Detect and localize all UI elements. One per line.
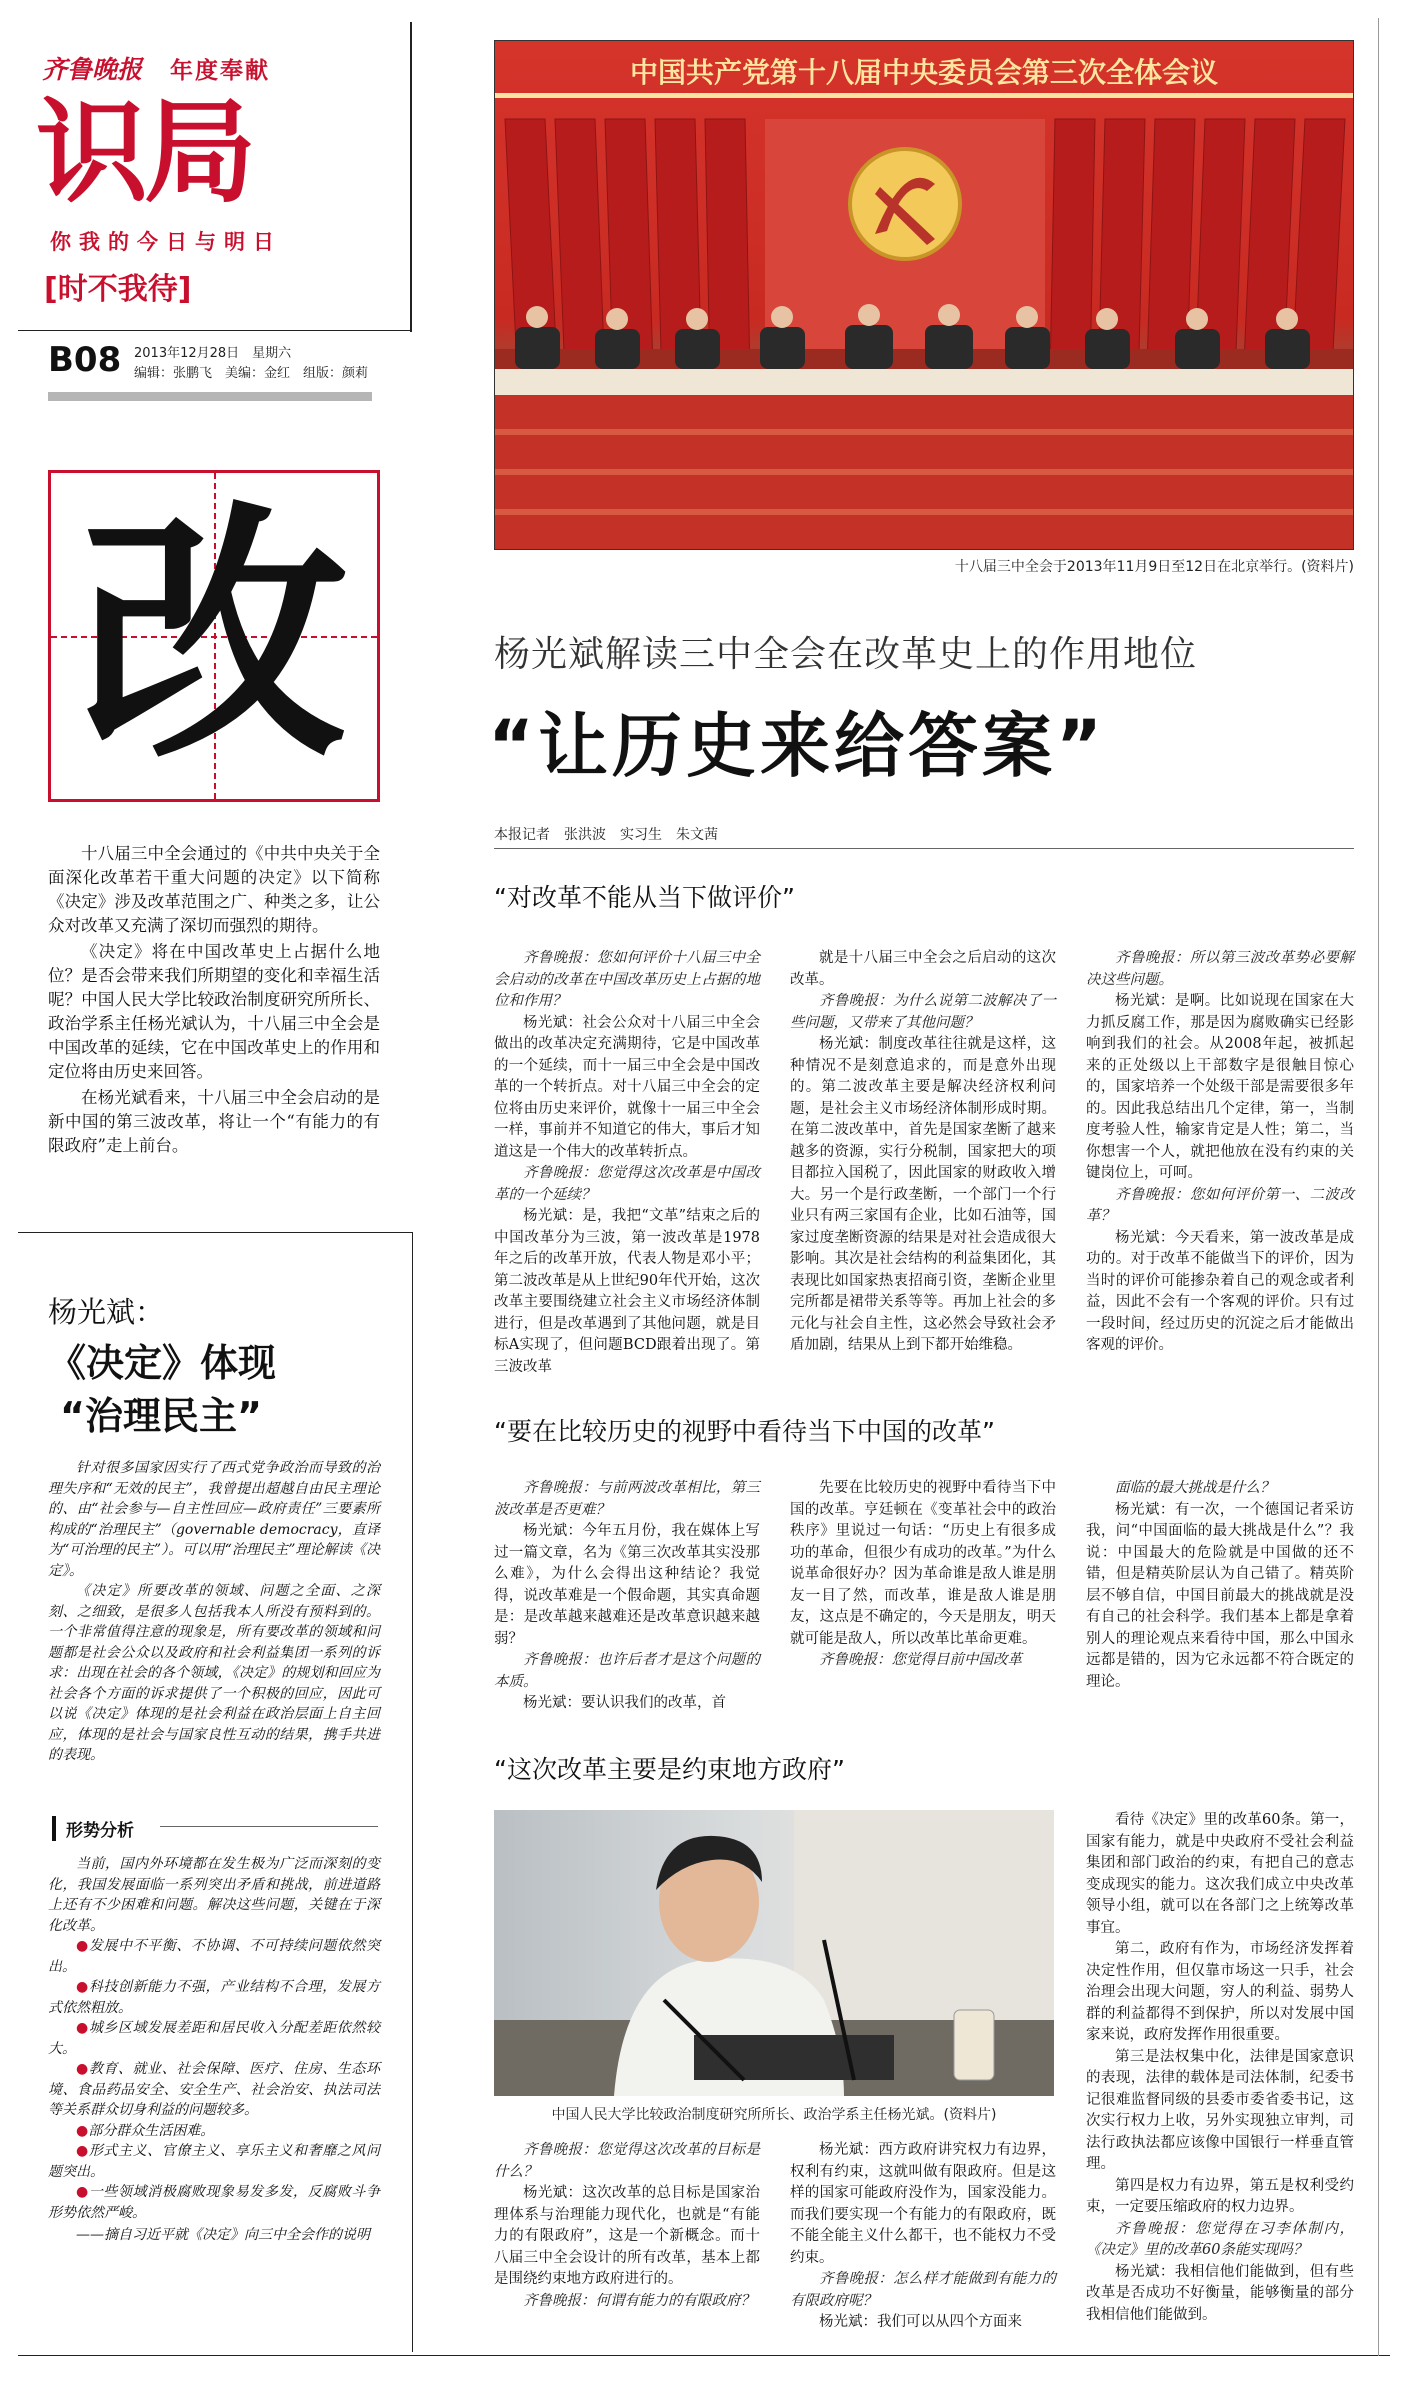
question-para: 齐鲁晚报：您觉得目前中国改革 — [819, 1652, 1022, 1668]
sidebar-title-1: 《决定》体现 — [48, 1341, 277, 1385]
intro-para: 在杨光斌看来，十八届三中全会启动的是新中国的第三波改革，将让一个“有能力的有限政府”走上前台。 — [48, 1088, 380, 1155]
question-para: 齐鲁晚报：您如何评价十八届三中全会启动的改革在中国改革历史上占据的地位和作用？ — [494, 950, 760, 1009]
question-para: 齐鲁晚报：您觉得这次改革是中国改革的一个延续？ — [494, 1165, 760, 1203]
page-number: B08 — [48, 340, 122, 380]
section-title: 识局 — [36, 88, 252, 218]
section-2-col-2 — [790, 1478, 1056, 1672]
answer-para: 杨光斌：今年五月份，我在媒体上写过一篇文章，名为《第三次改革其实没那么难》，为什么会得出这种结论？我觉得，说改革难是一个假命题，其实真命题是：是改革越来越难还是改革意识越来越弱？ — [494, 1523, 760, 1647]
bullet-icon: ● — [76, 2061, 89, 2077]
answer-para: 第四是权力有边界，第五是权利受约束，一定要压缩政府的权力边界。 — [1086, 2177, 1354, 2215]
plenum-scene — [495, 99, 1354, 550]
masthead — [30, 40, 410, 320]
sidebar-title-2: “治理民主” — [60, 1394, 262, 1438]
character-grid — [48, 470, 380, 802]
situation-item: ●教育、就业、社会保障、医疗、住房、生态环境、食品药品安全、安全生产、社会治安、执法司法等关系群众切身利益的问题较多。 — [48, 2061, 381, 2118]
section-1-col-2 — [790, 948, 1056, 1357]
situation-item: ●一些领域消极腐败现象易发多发，反腐败斗争形势依然严峻。 — [48, 2184, 381, 2221]
situation-item: ●城乡区域发展差距和居民收入分配差距依然较大。 — [48, 2020, 381, 2057]
question-para: 齐鲁晚报：所以第三波改革势必要解决这些问题。 — [1086, 950, 1354, 988]
section-2-col-1 — [494, 1478, 760, 1715]
answer-para: 杨光斌：要认识我们的改革，首 — [523, 1695, 726, 1711]
answer-para: 杨光斌：西方政府讲究权力有边界，权利有约束，这就叫做有限政府。但是这样的国家可能政府没作为，国家没能力。而我们要实现一个有能力的有限政府，既不能全能主义什么都干，也不能权力不受约束。 — [790, 2142, 1056, 2266]
answer-para: 杨光斌：是，我把“文革”结束之后的中国改革分为三波，第一波改革是1978年之后的改革开放，代表人物是邓小平；第二波改革是从上世纪90年代开始，这次改革主要围绕建立社会主义市场经济体制进行，但是改革遇到了其他问题，就是目标A实现了，但问题BCD跟着出现了。第三波改革 — [494, 1208, 760, 1375]
situation-source: ——摘自习近平就《决定》向三中全会作的说明 — [76, 2227, 370, 2243]
scholar-scene — [494, 1810, 1054, 2096]
plenum-banner: 中国共产党第十八届中央委员会第三次全体会议 — [629, 56, 1218, 89]
question-para: 齐鲁晚报：您如何评价第一、二波改革？ — [1086, 1186, 1354, 1224]
bullet-icon: ● — [76, 2122, 89, 2139]
situation-item: ●发展中不平衡、不协调、不可持续问题依然突出。 — [48, 1938, 381, 1975]
situation-list — [48, 1936, 380, 2223]
section-2-col-3 — [1086, 1478, 1354, 1693]
answer-para: 杨光斌：制度改革往往就是这样，这种情况不是刻意追求的，而是意外出现的。第二波改革主要是解决经济权利问题，是社会主义市场经济体制形成时期。在第二波改革中，首先是国家垄断了越来越多的资源，实行分税制，国家把大的项目都拉入国税了，因此国家的财政收入增大。另一个是行政垄断，一个部门一个行业只有两三家国有企业，比如石油等，国家过度垄断资源的结果是对社会造成很大影响。其次是社会结构的利益集团化，其表现比如国家热衷招商引资，垄断企业里完所都是裙带关系等等。再加上社会的多元化与社会自主性，这必然会导致社会矛盾加剧，结果从上到下都开始维稳。 — [790, 1036, 1056, 1353]
page-right-rule — [1378, 18, 1379, 2356]
answer-para: 杨光斌：社会公众对十八届三中全会做出的改革决定充满期待，它是中国改革的一个延续，而十一届三中全会是中国改革的一个转折点。对十八届三中全会的定位将由历史来评价，就像十一届三中全会一样，事前并不知道它的伟大，事后才知道这是一个伟大的改革转折点。 — [494, 1014, 760, 1160]
situation-item: ●部分群众生活困难。 — [76, 2122, 215, 2139]
answer-para: 杨光斌：今天看来，第一波改革是成功的。对于改革不能做当下的评价，因为当时的评价可能掺杂着自己的观念或者利益，因此不会有一个客观的评价。只有过一段时间，经过历史的沉淀之后才能做出客观的评价。 — [1086, 1229, 1354, 1353]
headline-main: “让历史来给答案” — [488, 705, 1107, 787]
sidebar-para: 针对很多国家因实行了西式党争政治而导致的治理失序和“无效的民主”，我曾提出超越自由民主理论的、由“社会参与—自主性回应—政府责任”三要素所构成的“治理民主”（governable democracy，直译为“可治理的民主”）。可以用“治理民主”理论解读《决定》。 — [48, 1460, 380, 1579]
section-1-col-1 — [494, 948, 760, 1378]
question-para: 齐鲁晚报：与前两波改革相比，第三波改革是否更难？ — [494, 1480, 760, 1518]
page-info — [48, 340, 408, 392]
big-character: 改 — [79, 477, 349, 795]
bullet-icon: ● — [76, 1938, 89, 1954]
intro-para: 十八届三中全会通过的《中共中央关于全面深化改革若干重大问题的决定》以下简称《决定》涉及改革范围之广、种类之多，让公众对改革又充满了深切而强烈的期待。 — [48, 844, 380, 935]
headline-sub: 杨光斌解读三中全会在改革史上的作用地位 — [494, 634, 1198, 675]
page-staff: 编辑：张鹏飞 美编：金红 组版：颜莉 — [134, 366, 369, 381]
situation-label-rule — [160, 1826, 378, 1827]
bullet-icon: ● — [76, 2143, 89, 2159]
answer-para: 先要在比较历史的视野中看待当下中国的改革。亨廷顿在《变革社会中的政治秩序》里说过一句话：“历史上有很多成功的革命，但很少有成功的改革。”为什么说革命很好办？因为革命谁是敌人谁是朋友一目了然，而改革，谁是敌人谁是朋友，这点是不确定的，今天是朋友，明天就可能是敌人，所以改革比革命更难。 — [790, 1480, 1056, 1647]
section-slogan: 你我的今日与明日 — [50, 230, 282, 254]
bullet-icon: ● — [76, 2184, 89, 2200]
situation-lead: 当前，国内外环境都在发生极为广泛而深刻的变化，我国发展面临一系列突出矛盾和挑战，前进道路上还有不少困难和问题。解决这些问题，关键在于深化改革。 — [48, 1856, 380, 1934]
answer-para: 第二，政府有作为，市场经济发挥着决定性作用，但仅靠市场这一只手，社会治理会出现大问题，穷人的利益、弱势人群的利益都得不到保护，所以对发展中国家来说，政府发挥作用很重要。 — [1086, 1941, 1354, 2043]
situation-label: 形势分析 — [52, 1816, 134, 1841]
answer-para: 第三是法权集中化，法律是国家意识的表现，法律的载体是司法体制，纪委书记很难监督同级的县委市委省委书记，这次实行权力上收，另外实现独立审判，司法行政执法都应该像中国银行一样垂直管理。 — [1086, 2048, 1354, 2172]
question-para: 面临的最大挑战是什么？ — [1115, 1480, 1275, 1496]
bullet-icon: ● — [76, 2020, 89, 2036]
sidebar-kicker: 杨光斌： — [48, 1295, 165, 1329]
sidebar-divider — [412, 1232, 413, 2352]
bullet-icon: ● — [76, 1979, 89, 1995]
answer-para: 杨光斌：我们可以从四个方面来 — [819, 2314, 1022, 2330]
byline-rule — [494, 848, 1354, 849]
page-date: 2013年12月28日 星期六 — [134, 346, 292, 361]
section-1-col-3 — [1086, 948, 1354, 1357]
banner-trim — [495, 93, 1353, 98]
series-label: [时不我待] — [44, 272, 192, 307]
gray-bar — [48, 392, 372, 401]
section-3-col-2 — [790, 2140, 1056, 2334]
intro-text — [48, 842, 380, 1158]
question-para: 齐鲁晚报：怎么样才能做到有能力的有限政府呢？ — [790, 2271, 1056, 2309]
situation-item: ●形式主义、官僚主义、享乐主义和奢靡之风问题突出。 — [48, 2143, 381, 2180]
intro-para: 《决定》将在中国改革史上占据什么地位？是否会带来我们所期望的变化和幸福生活呢？中国人民大学比较政治制度研究所所长、政治学系主任杨光斌认为，十八届三中全会是中国改革的延续，它在中国改革史上的作用和定位将由历史来回答。 — [48, 942, 380, 1081]
section-2-title: “要在比较历史的视野中看待当下中国的改革” — [494, 1417, 995, 1446]
question-para: 齐鲁晚报：您觉得在习李体制内，《决定》里的改革60条能实现吗？ — [1086, 2220, 1354, 2258]
answer-para: 看待《决定》里的改革60条。第一，国家有能力，就是中央政府不受社会利益集团和部门政治的约束，有把自己的意志变成现实的能力。这次我们成立中央改革领导小组，就可以在各部门之上统筹改革事宜。 — [1086, 1812, 1354, 1936]
section-3-title: “这次改革主要是约束地方政府” — [494, 1755, 845, 1784]
scholar-photo — [494, 1810, 1054, 2096]
scholar-caption: 中国人民大学比较政治制度研究所所长、政治学系主任杨光斌。(资料片) — [551, 2107, 997, 2123]
intro-rule — [18, 1232, 412, 1233]
question-para: 齐鲁晚报：您觉得这次改革的目标是什么？ — [494, 2142, 760, 2180]
paper-logo: 齐鲁晚报 — [42, 55, 143, 84]
party-emblem — [850, 149, 960, 259]
section-3-col-right — [1086, 1810, 1354, 2326]
section-1-title: “对改革不能从当下做评价” — [494, 883, 795, 912]
byline: 本报记者 张洪波 实习生 朱文茜 — [494, 827, 718, 843]
masthead-tag: 年度奉献 — [170, 58, 270, 84]
plenum-photo — [494, 40, 1354, 550]
masthead-rule — [18, 330, 412, 331]
page-bottom-rule — [18, 2355, 1390, 2356]
sidebar-body — [48, 1458, 380, 1766]
answer-para: 杨光斌：是啊。比如说现在国家在大力抓反腐工作，那是因为腐败确实已经影响到我们的社会。从2008年起，被抓起来的正处级以上干部数字是很触目惊心的，国家培养一个处级干部是需要很多年的。因此我总结出几个定律，第一，当制度考验人性，输家肯定是人性；第二，当你想害一个人，就把他放在没有约束的关键岗位上，可呵。 — [1086, 993, 1354, 1181]
sidebar-para: 《决定》所要改革的领域、问题之全面、之深刻、之细致，是很多人包括我本人所没有预料到的。一个非常值得注意的现象是，所有要改革的领域和问题都是社会公众以及政府和社会利益集团一系列的诉求：出现在社会的各个领域，《决定》的规划和回应为社会各个方面的诉求提供了一个积极的回应，因此可以说《决定》体现的是社会利益在政治层面上自主回应，体现的是社会与国家良性互动的结果，携手共进的表现。 — [48, 1583, 380, 1763]
situation-item: ●科技创新能力不强，产业结构不合理，发展方式依然粗放。 — [48, 1979, 381, 2016]
answer-para: 就是十八届三中全会之后启动的这次改革。 — [790, 950, 1056, 988]
masthead-divider — [410, 22, 412, 332]
answer-para: 杨光斌：有一次，一个德国记者采访我，问“中国面临的最大挑战是什么”？我说：中国最大的危险就是中国做的还不错，但是精英阶层认为自己错了。精英阶层不够自信，中国目前最大的挑战就是没有自己的社会科学。我们基本上都是拿着别人的理论观点来看待中国，那么中国永远都是错的，因为它永远都不符合既定的理论。 — [1086, 1501, 1354, 1690]
question-para: 齐鲁晚报：也许后者才是这个问题的本质。 — [494, 1652, 760, 1690]
question-para: 齐鲁晚报：为什么说第二波解决了一些问题，又带来了其他问题？ — [790, 993, 1056, 1031]
section-3-col-1 — [494, 2140, 760, 2312]
plenum-caption: 十八届三中全会于2013年11月9日至12日在北京举行。(资料片) — [954, 559, 1354, 575]
answer-para: 杨光斌：我相信他们能做到，但有些改革是否成功不好衡量，能够衡量的部分我相信他们能做到。 — [1086, 2263, 1354, 2323]
answer-para: 杨光斌：这次改革的总目标是国家治理体系与治理能力现代化，也就是“有能力的有限政府”，这是一个新概念。而十八届三中全会设计的所有改革，基本上都是围绕约束地方政府进行的。 — [494, 2185, 760, 2287]
situation-body — [48, 1854, 380, 2246]
question-para: 齐鲁晚报：何谓有能力的有限政府？ — [523, 2292, 755, 2309]
